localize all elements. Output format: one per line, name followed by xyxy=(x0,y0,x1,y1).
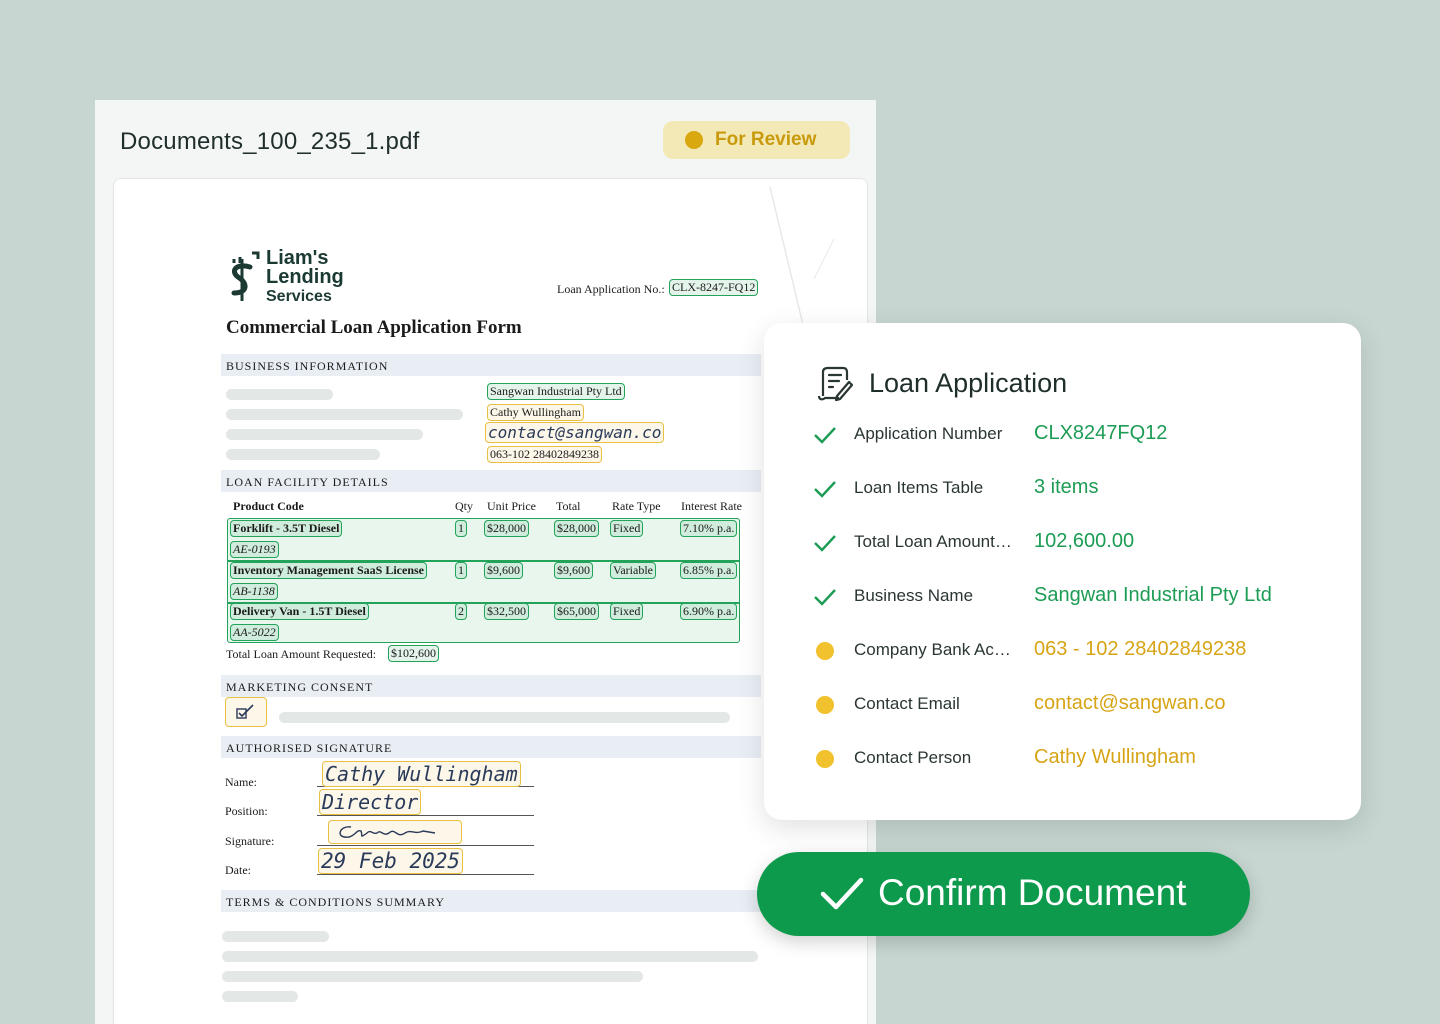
table-header-rate-type: Rate Type xyxy=(612,499,661,513)
item-interest-rate-cell: 6.90% p.a. xyxy=(680,603,737,620)
field-value: 3 items xyxy=(1034,476,1099,498)
table-header-unit-price: Unit Price xyxy=(487,499,536,513)
item-qty-cell: 1 xyxy=(455,562,467,579)
item-qty-cell: 2 xyxy=(455,603,467,620)
table-header-qty: Qty xyxy=(455,499,473,513)
item-code-cell: AB-1138 xyxy=(230,583,278,600)
item-code-cell: AA-5022 xyxy=(230,624,279,641)
document-preview[interactable] xyxy=(113,178,868,1024)
review-status-dot-icon xyxy=(816,642,834,660)
placeholder-line xyxy=(226,449,380,460)
field-row-contact-email[interactable] xyxy=(764,685,1361,725)
review-status-dot-icon xyxy=(816,696,834,714)
item-interest-rate-cell: 6.85% p.a. xyxy=(680,562,737,579)
table-header-total: Total xyxy=(556,499,581,513)
form-title: Commercial Loan Application Form xyxy=(226,317,522,338)
placeholder-line xyxy=(226,409,463,420)
item-unit-price-cell: $28,000 xyxy=(484,520,529,537)
field-value: CLX8247FQ12 xyxy=(1034,422,1168,444)
placeholder-line xyxy=(279,712,730,723)
item-rate-type-cell: Fixed xyxy=(610,520,643,537)
document-filename: Documents_100_235_1.pdf xyxy=(120,128,420,155)
lending-logo-icon xyxy=(226,249,262,305)
field-label: Loan Items Table xyxy=(854,478,984,497)
section-business-info: BUSINESS INFORMATION xyxy=(226,359,389,373)
table-header-interest-rate: Interest Rate xyxy=(681,499,742,513)
signature-field[interactable] xyxy=(328,820,462,844)
marketing-consent-checkbox[interactable] xyxy=(225,697,267,727)
status-badge xyxy=(663,121,850,159)
item-unit-price-cell: $32,500 xyxy=(484,603,529,620)
field-label: Business Name xyxy=(854,586,974,605)
field-label: Contact Email xyxy=(854,694,960,713)
business-name-field[interactable]: Sangwan Industrial Pty Ltd xyxy=(487,383,625,400)
field-row-contact-person[interactable] xyxy=(764,739,1361,779)
field-value: 063 - 102 28402849238 xyxy=(1034,638,1247,660)
status-dot-icon xyxy=(685,131,703,149)
field-label: Total Loan Amount… xyxy=(854,532,1012,551)
item-name-cell: Forklift - 3.5T Diesel xyxy=(230,520,342,537)
item-rate-type-cell: Variable xyxy=(610,562,656,579)
item-total-cell: $28,000 xyxy=(554,520,599,537)
total-loan-field[interactable]: $102,600 xyxy=(388,645,439,662)
field-row-total-loan-amount[interactable] xyxy=(764,523,1361,563)
lending-logo-text xyxy=(266,249,344,306)
section-authorised-signature: AUTHORISED SIGNATURE xyxy=(226,741,393,755)
check-icon xyxy=(813,587,837,607)
check-icon xyxy=(813,533,837,553)
placeholder-line xyxy=(226,429,423,440)
contact-person-field[interactable]: Cathy Wullingham xyxy=(487,404,584,421)
item-total-cell: $65,000 xyxy=(554,603,599,620)
item-code-cell: AE-0193 xyxy=(230,541,279,558)
application-number-label: Loan Application No.: xyxy=(557,282,665,296)
field-row-business-name[interactable] xyxy=(764,577,1361,617)
signature-date-field[interactable]: 29 Feb 2025 xyxy=(318,848,463,874)
placeholder-line xyxy=(222,931,329,942)
section-marketing-consent: MARKETING CONSENT xyxy=(226,680,374,694)
field-value: Sangwan Industrial Pty Ltd xyxy=(1034,584,1272,606)
section-terms-summary: TERMS & CONDITIONS SUMMARY xyxy=(226,895,446,909)
item-qty-cell: 1 xyxy=(455,520,467,537)
field-label: Application Number xyxy=(854,424,1003,443)
signatory-name-field[interactable]: Cathy Wullingham xyxy=(322,761,521,787)
section-loan-facility: LOAN FACILITY DETAILS xyxy=(226,475,389,489)
field-value: contact@sangwan.co xyxy=(1034,692,1226,714)
item-name-cell: Inventory Management SaaS License xyxy=(230,562,427,579)
placeholder-line xyxy=(222,951,758,962)
signature-line xyxy=(317,845,534,846)
total-loan-label: Total Loan Amount Requested: xyxy=(226,647,377,661)
item-name-cell: Delivery Van - 1.5T Diesel xyxy=(230,603,369,620)
status-text: For Review xyxy=(715,129,817,150)
table-header-product-code: Product Code xyxy=(233,499,304,513)
field-label: Company Bank Ac… xyxy=(854,640,1011,659)
item-rate-type-cell: Fixed xyxy=(610,603,643,620)
extraction-summary-card xyxy=(764,323,1361,820)
contact-email-field[interactable]: contact@sangwan.co xyxy=(485,422,664,443)
signatory-position-field[interactable]: Director xyxy=(319,789,421,815)
item-interest-rate-cell: 7.10% p.a. xyxy=(680,520,737,537)
logo-line-3: Services xyxy=(266,288,332,305)
confirm-document-label: Confirm Document xyxy=(878,872,1187,913)
bank-account-field[interactable]: 063-102 28402849238 xyxy=(487,446,602,463)
placeholder-line xyxy=(222,991,298,1002)
signature-line xyxy=(317,815,534,816)
item-total-cell: $9,600 xyxy=(554,562,593,579)
signature-date-label: Date: xyxy=(225,863,251,877)
field-label: Contact Person xyxy=(854,748,972,767)
field-value: 102,600.00 xyxy=(1034,530,1135,552)
check-icon xyxy=(813,425,837,445)
check-icon xyxy=(813,479,837,499)
field-row-application-number[interactable] xyxy=(764,415,1361,455)
field-row-bank-account[interactable] xyxy=(764,631,1361,671)
document-edit-icon xyxy=(817,366,853,402)
application-number-field[interactable]: CLX-8247-FQ12 xyxy=(669,279,758,296)
logo-line-2: Lending xyxy=(266,266,344,288)
placeholder-line xyxy=(226,389,333,400)
review-status-dot-icon xyxy=(816,750,834,768)
signature-position-label: Position: xyxy=(225,804,268,818)
item-unit-price-cell: $9,600 xyxy=(484,562,523,579)
confirm-document-button[interactable] xyxy=(757,852,1250,936)
checkbox-tick-icon xyxy=(235,703,257,721)
handwritten-signature-icon xyxy=(331,821,461,843)
field-row-loan-items[interactable] xyxy=(764,469,1361,509)
card-title: Loan Application xyxy=(869,368,1068,398)
field-value: Cathy Wullingham xyxy=(1034,746,1196,768)
logo-line-1: Liam's xyxy=(266,247,329,269)
paper-crease-decoration xyxy=(764,179,864,339)
placeholder-line xyxy=(222,971,643,982)
checkmark-icon xyxy=(820,876,864,912)
signature-name-label: Name: xyxy=(225,775,257,789)
signature-signature-label: Signature: xyxy=(225,834,275,848)
signature-line xyxy=(317,874,534,875)
